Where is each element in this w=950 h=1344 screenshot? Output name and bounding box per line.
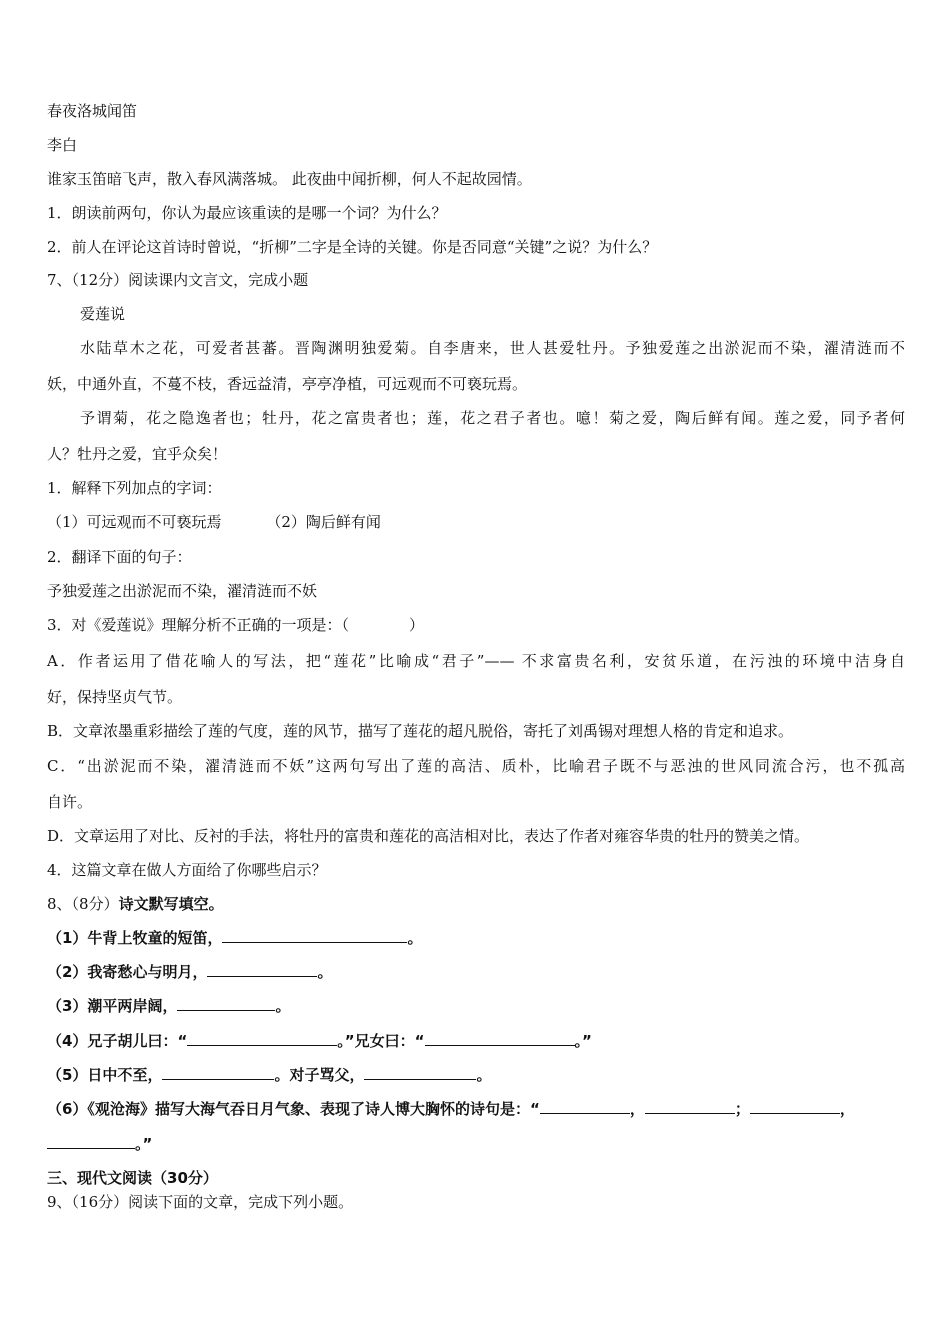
q7-sub2: 2．翻译下面的句子： [47, 548, 192, 566]
q8-item-5-text-a: （5）日中不至， [47, 1066, 163, 1084]
passage-title: 爱莲说 [80, 305, 126, 323]
blank-3[interactable] [177, 996, 275, 1011]
option-c-line1: C．“出淤泥而不染，濯清涟而不妖”这两句写出了莲的高洁、质朴，比喻君子既不与恶浊的世风同流合污，也不孤高 [47, 757, 905, 775]
poem-author: 李白 [47, 136, 78, 154]
q8-item-6 [47, 1099, 855, 1119]
q7-sub2-sentence: 予独爱莲之出淤泥而不染，濯清涟而不妖 [47, 582, 318, 600]
q8-item-5 [47, 1065, 491, 1085]
blank-4b[interactable] [425, 1031, 575, 1046]
q8-item-4-text-b: 。”兄女曰：“ [337, 1032, 425, 1050]
passage-para1-line1: 水陆草木之花，可爱者甚蕃。晋陶渊明独爱菊。自李唐来，世人甚爱牡丹。予独爱莲之出淤泥而不染，濯清涟而不 [80, 339, 905, 357]
blank-5b[interactable] [364, 1065, 476, 1080]
q8-item-3 [47, 996, 290, 1016]
blank-2[interactable] [207, 962, 317, 977]
passage-para2-line1: 予谓菊，花之隐逸者也；牡丹，花之富贵者也；莲，花之君子者也。噫！菊之爱，陶后鲜有闻。莲之爱，同予者何 [80, 409, 905, 427]
option-a-line1: A．作者运用了借花喻人的写法，把“莲花”比喻成“君子”—— 不求富贵名利，安贫乐道，在污浊的环境中洁身自 [47, 652, 905, 670]
q8-item-2-period: 。 [317, 963, 333, 981]
q8-heading-title: 诗文默写填空。 [118, 895, 224, 913]
blank-5a[interactable] [162, 1065, 274, 1080]
q8-item-1 [47, 928, 422, 948]
q8-item-5-text-b: 。对子骂父， [274, 1066, 365, 1084]
q8-item-4-text-a: （4）兄子胡儿曰：“ [47, 1032, 188, 1050]
blank-1[interactable] [222, 928, 407, 943]
poem-question-2: 2．前人在评论这首诗时曾说，“折柳”二字是全诗的关键。你是否同意“关键”之说？为什么？ [47, 238, 658, 256]
option-b: B．文章浓墨重彩描绘了莲的气度，莲的风节，描写了莲花的超凡脱俗，寄托了刘禹锡对理想人格的肯定和追求。 [47, 722, 794, 740]
q8-item-1-period: 。 [407, 929, 423, 947]
q8-item-6-cont [47, 1134, 152, 1154]
q8-item-1-text: （1）牛背上牧童的短笛， [47, 929, 223, 947]
blank-6b[interactable] [645, 1099, 735, 1114]
q8-item-6-text: （6）《观沧海》描写大海气吞日月气象、表现了诗人博大胸怀的诗句是：“ [47, 1100, 540, 1118]
section3-heading: 三、现代文阅读（30分） [47, 1169, 218, 1187]
q8-item-3-period: 。 [275, 997, 291, 1015]
option-a-line2: 好，保持坚贞气节。 [47, 688, 183, 706]
q8-item-4 [47, 1031, 592, 1051]
poem-text: 谁家玉笛暗飞声，散入春风满落城。 此夜曲中闻折柳，何人不起故园情。 [47, 170, 532, 188]
q8-item-2 [47, 962, 332, 982]
q8-item-6-end: 。” [135, 1135, 153, 1153]
q9-heading: 9、（16分）阅读下面的文章，完成下列小题。 [47, 1193, 354, 1211]
q7-sub1: 1．解释下列加点的字词： [47, 479, 222, 497]
q7-sub3: 3．对《爱莲说》理解分析不正确的一项是：（ ） [47, 616, 425, 634]
q8-item-5-period: 。 [476, 1066, 492, 1084]
poem-question-1: 1．朗读前两句，你认为最应该重读的是哪一个词？为什么？ [47, 204, 447, 222]
passage-para2-line2: 人？牡丹之爱，宜乎众矣！ [47, 445, 228, 463]
blank-6d[interactable] [47, 1134, 135, 1149]
q7-sub4: 4．这篇文章在做人方面给了你哪些启示？ [47, 861, 327, 879]
q8-item-3-text: （3）潮平两岸阔， [47, 997, 178, 1015]
q8-item-4-text-c: 。” [574, 1032, 592, 1050]
q7-sub1-item-2: （2）陶后鲜有闻 [266, 513, 381, 531]
q8-item-6-semicolon: ； [734, 1100, 750, 1118]
q8-item-6-comma: ， [629, 1100, 645, 1118]
poem-title: 春夜洛城闻笛 [47, 102, 138, 120]
blank-6c[interactable] [750, 1099, 840, 1114]
q8-heading [47, 894, 224, 914]
blank-4a[interactable] [187, 1031, 337, 1046]
q7-heading: 7、（12分）阅读课内文言文，完成小题 [47, 271, 309, 289]
option-d: D．文章运用了对比、反衬的手法，将牡丹的富贵和莲花的高洁相对比，表达了作者对雍容华贵的牡丹的赞美之情。 [47, 827, 810, 845]
q7-sub1-items [47, 512, 381, 532]
option-c-line2: 自许。 [47, 793, 93, 811]
q7-sub1-item-1: （1）可远观而不可亵玩焉 [47, 513, 222, 531]
passage-para1-line2: 妖，中通外直，不蔓不枝，香远益清，亭亭净植，可远观而不可亵玩焉。 [47, 375, 528, 393]
q8-item-2-text: （2）我寄愁心与明月， [47, 963, 208, 981]
blank-6a[interactable] [540, 1099, 630, 1114]
q8-heading-prefix: 8、（8分） [47, 895, 119, 913]
q8-item-6-comma-2: ， [839, 1100, 855, 1118]
